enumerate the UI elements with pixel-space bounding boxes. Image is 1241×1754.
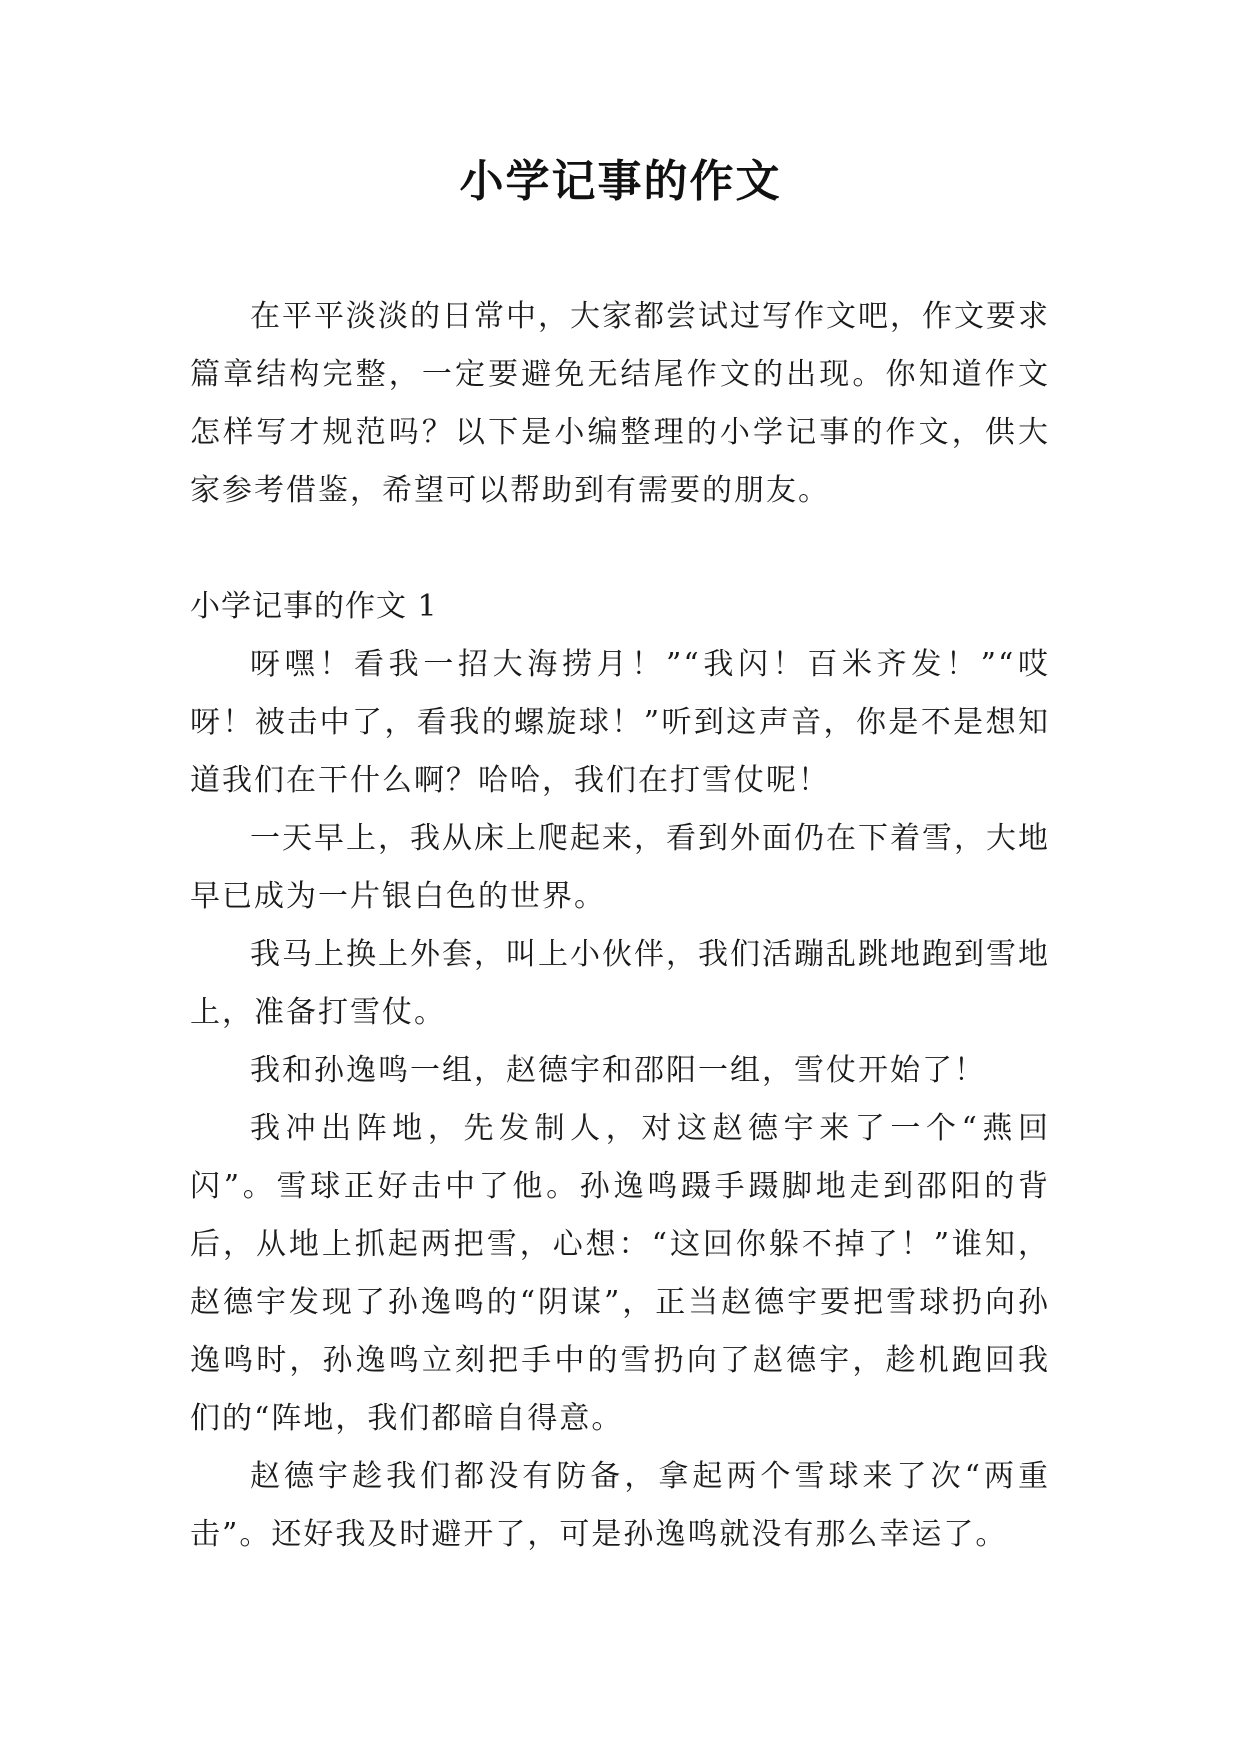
body-paragraph: 我冲出阵地，先发制人，对这赵德宇来了一个“燕回闪”。雪球正好击中了他。孙逸鸣蹑手蹑脚地走到邵阳的背后，从地上抓起两把雪，心想：“这回你躲不掉了！”谁知，赵德宇发现了孙逸鸣的“阴谋”，正当赵德宇要把雪球扔向孙逸鸣时，孙逸鸣立刻把手中的雪扔向了赵德宇，趁机跑回我们的“阵地，我们都暗自得意。: [190, 1111, 1050, 1436]
intro-paragraph: 在平平淡淡的日常中，大家都尝试过写作文吧，作文要求篇章结构完整，一定要避免无结尾作文的出现。你知道作文怎样写才规范吗？以下是小编整理的小学记事的作文，供大家参考借鉴，希望可以帮助到有需要的朋友。: [190, 299, 1050, 508]
body-paragraph: 一天早上，我从床上爬起来，看到外面仍在下着雪，大地早已成为一片银白色的世界。: [190, 821, 1050, 914]
section-heading: 小学记事的作文 1: [190, 589, 438, 624]
body-paragraph: 我马上换上外套，叫上小伙伴，我们活蹦乱跳地跑到雪地上，准备打雪仗。: [190, 937, 1050, 1030]
body-paragraph: 呀嘿！看我一招大海捞月！”“我闪！百米齐发！”“哎呀！被击中了，看我的螺旋球！”听到这声音，你是不是想知道我们在干什么啊？哈哈，我们在打雪仗呢！: [190, 647, 1050, 798]
body-paragraph: 赵德宇趁我们都没有防备，拿起两个雪球来了次“两重击”。还好我及时避开了，可是孙逸鸣就没有那么幸运了。: [190, 1459, 1050, 1552]
document-body: [190, 288, 1050, 1564]
document-title: 小学记事的作文: [459, 156, 782, 207]
body-paragraph: 我和孙逸鸣一组，赵德宇和邵阳一组，雪仗开始了！: [250, 1053, 986, 1088]
